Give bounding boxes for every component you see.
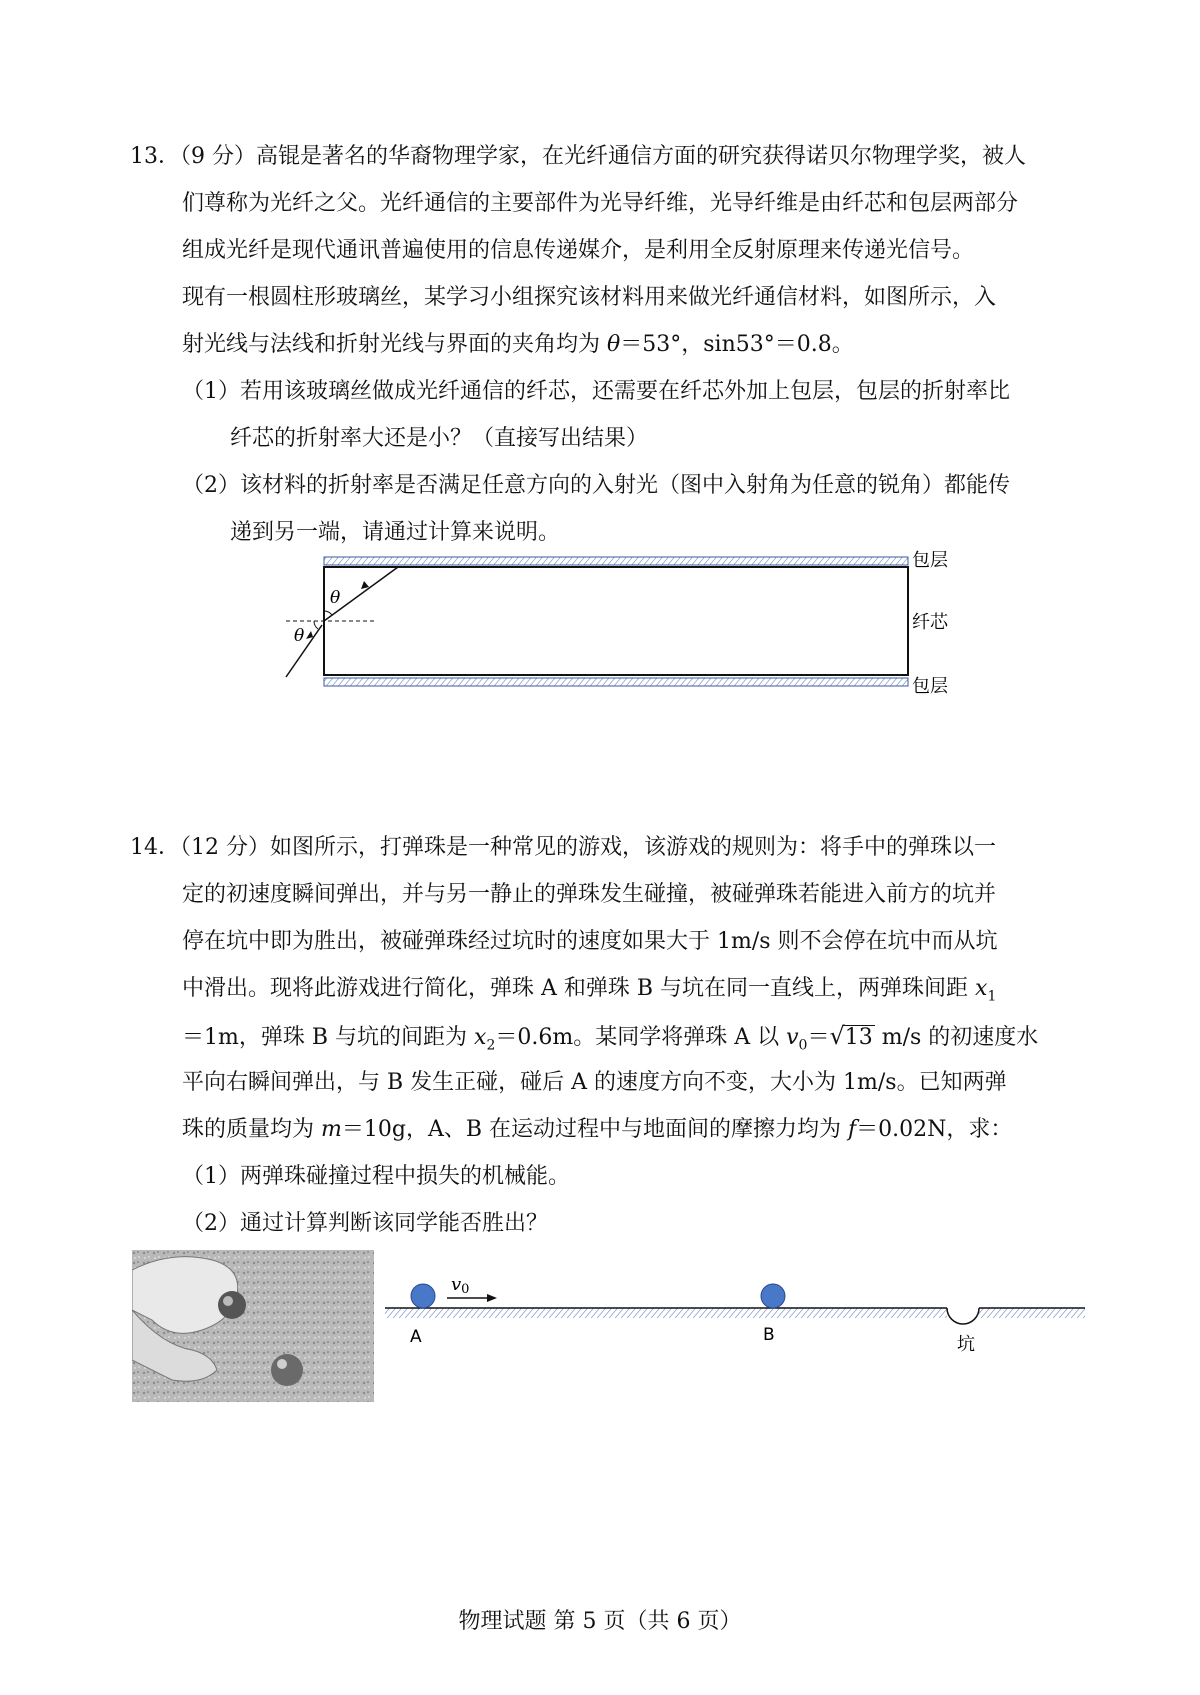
x1-symbol: x: [975, 976, 988, 1001]
q14-line-3: 停在坑中即为胜出，被碰弹珠经过坑时的速度如果大于 1m/s 则不会停在坑中而从坑: [182, 929, 998, 954]
q14-line-5: [182, 1021, 1038, 1060]
theta-symbol: θ: [607, 332, 621, 357]
q13-line-5-b: ＝53°，sin53°＝0.8。: [620, 332, 854, 357]
cladding-bottom: [324, 678, 908, 686]
q13-sub2-line-2: 递到另一端，请通过计算来说明。: [230, 520, 561, 545]
q14-line-2: 定的初速度瞬间弹出，并与另一静止的弹珠发生碰撞，被碰弹珠若能进入前方的坑并: [182, 882, 997, 907]
q14-line-4: [182, 974, 996, 1011]
v0-label: v0: [451, 1274, 470, 1297]
marbles-photo: [132, 1250, 374, 1402]
q13-line-4: 现有一根圆柱形玻璃丝，某学习小组探究该材料用来做光纤通信材料，如图所示，入: [182, 285, 997, 310]
incident-arrow: [306, 631, 313, 639]
q14-line-6: 平向右瞬间弹出，与 B 发生正碰，碰后 A 的速度方向不变，大小为 1m/s。已知两弹: [182, 1070, 1007, 1095]
q14-line-5-b: ＝0.6m。某同学将弹珠 A 以: [495, 1025, 787, 1050]
fiber-core: [324, 567, 908, 675]
q14-sub2: （2）通过计算判断该同学能否胜出？: [182, 1211, 548, 1236]
v0-subscript: 0: [798, 1037, 808, 1054]
m-symbol: m: [321, 1117, 342, 1142]
core-label: 纤芯: [912, 612, 948, 633]
q14-line-5-d: m/s 的初速度水: [874, 1025, 1039, 1050]
label-a: A: [410, 1327, 422, 1347]
q14-line-5-c: ＝: [807, 1025, 830, 1050]
pit: [947, 1308, 979, 1324]
q13-line-2: 们尊称为光纤之父。光纤通信的主要部件为光导纤维，光导纤维是由纤芯和包层两部分: [182, 191, 1019, 216]
q13-line-1: 13．（9 分）高锟是著名的华裔物理学家，在光纤通信方面的研究获得诺贝尔物理学奖，被人: [130, 144, 1026, 169]
q13-sub1-line-2: 纤芯的折射率大还是小？（直接写出结果）: [230, 426, 649, 451]
marble-game-diagram: [385, 1270, 1095, 1360]
q13-sub2-line-1: （2）该材料的折射率是否满足任意方向的入射光（图中入射角为任意的锐角）都能传: [182, 473, 1010, 498]
q14-line-7: [182, 1115, 1012, 1145]
q14-line-4-a: 中滑出。现将此游戏进行简化，弹珠 A 和弹珠 B 与坑在同一直线上，两弹珠间距: [182, 976, 976, 1001]
cladding-bottom-label: 包层: [912, 676, 948, 697]
angle-arc-bottom: [314, 621, 318, 629]
q14-line-1: 14．（12 分）如图所示，打弹珠是一种常见的游戏，该游戏的规则为：将手中的弹珠以一: [130, 835, 996, 860]
q13-line-3: 组成光纤是现代通讯普遍使用的信息传递媒介，是利用全反射原理来传递光信号。: [182, 238, 975, 263]
radical-sign: √: [829, 1022, 845, 1050]
velocity-arrowhead: [487, 1294, 497, 1302]
theta-top-label: θ: [330, 588, 341, 608]
q14-line-7-b: ＝10g，A、B 在运动过程中与地面间的摩擦力均为: [341, 1117, 848, 1142]
label-pit: 坑: [957, 1334, 975, 1355]
marble-b: [761, 1284, 785, 1308]
optical-fiber-diagram: [270, 545, 970, 705]
x2-subscript: 2: [486, 1037, 496, 1054]
radicand: 13: [844, 1025, 873, 1050]
q14-line-5-a: ＝1m，弹珠 B 与坑的间距为: [182, 1025, 475, 1050]
cladding-top-label: 包层: [912, 550, 948, 571]
q13-sub1-line-1: （1）若用该玻璃丝做成光纤通信的纤芯，还需要在纤芯外加上包层，包层的折射率比: [182, 379, 1010, 404]
ground-hatch-left: [385, 1308, 947, 1318]
q14-line-7-a: 珠的质量均为: [182, 1117, 321, 1142]
q13-line-5-a: 射光线与法线和折射光线与界面的夹角均为: [182, 332, 607, 357]
cladding-top: [324, 557, 908, 565]
x2-symbol: x: [474, 1025, 487, 1050]
ground-hatch-right: [979, 1308, 1085, 1318]
v0-symbol: v: [786, 1025, 799, 1050]
f-symbol: f: [848, 1117, 857, 1142]
marble-a: [411, 1284, 435, 1308]
q14-sub1: （1）两弹珠碰撞过程中损失的机械能。: [182, 1164, 570, 1189]
x1-subscript: 1: [987, 988, 997, 1005]
page-footer: 物理试题 第 5 页（共 6 页）: [458, 1609, 742, 1634]
label-b: B: [763, 1325, 775, 1345]
q13-line-5: [182, 330, 854, 360]
q14-line-7-c: ＝0.02N，求：: [856, 1117, 1013, 1142]
theta-bottom-label: θ: [294, 626, 305, 646]
